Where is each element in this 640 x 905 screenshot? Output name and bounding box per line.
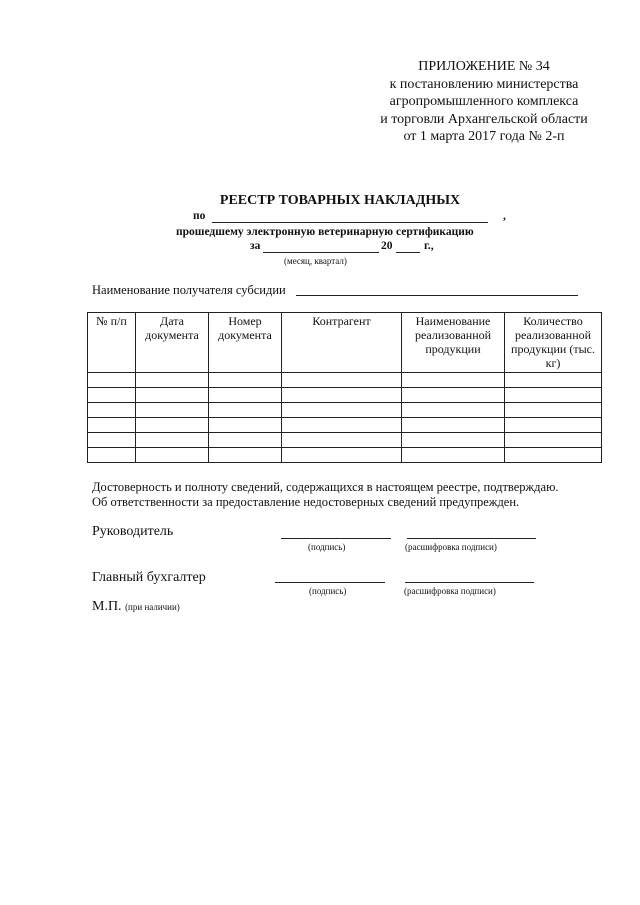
- accountant-decode-hint: (расшифровка подписи): [404, 586, 496, 596]
- table-row: [88, 418, 602, 433]
- accountant-sign-hint: (подпись): [309, 586, 347, 596]
- head-decode-line[interactable]: [407, 538, 536, 539]
- table-cell[interactable]: [505, 433, 602, 448]
- recipient-blank-line[interactable]: [296, 295, 578, 296]
- by-prefix: по: [193, 210, 206, 222]
- certification-line: прошедшему электронную ветеринарную сертификацию: [176, 226, 474, 238]
- by-blank-line[interactable]: [212, 222, 488, 223]
- confirmation-text: [92, 480, 559, 510]
- table-cell[interactable]: [402, 433, 505, 448]
- table-cell[interactable]: [402, 373, 505, 388]
- accountant-decode-line[interactable]: [405, 582, 534, 583]
- table-row: [88, 433, 602, 448]
- table-row: [88, 403, 602, 418]
- table-cell[interactable]: [209, 433, 282, 448]
- table-cell[interactable]: [88, 403, 136, 418]
- appendix-line: агропромышленного комплекса: [389, 94, 579, 109]
- table-cell[interactable]: [136, 418, 209, 433]
- table-cell[interactable]: [282, 418, 402, 433]
- year-blank-line[interactable]: [396, 252, 420, 253]
- table-cell[interactable]: [136, 433, 209, 448]
- table-cell[interactable]: [505, 373, 602, 388]
- column-header-quantity: Количество реализованной продукции (тыс. кг): [505, 313, 602, 373]
- registry-table: [87, 312, 602, 463]
- table-cell[interactable]: [209, 373, 282, 388]
- table-cell[interactable]: [136, 388, 209, 403]
- stamp-label: М.П.: [92, 599, 122, 614]
- year-suffix: г.,: [424, 240, 434, 252]
- table-cell[interactable]: [88, 448, 136, 463]
- stamp-hint: (при наличии): [125, 602, 180, 612]
- table-cell[interactable]: [209, 418, 282, 433]
- appendix-line: и торговли Архангельской области: [380, 111, 588, 127]
- table-cell[interactable]: [282, 448, 402, 463]
- column-header-date: Дата документа: [136, 313, 209, 373]
- table-cell[interactable]: [282, 433, 402, 448]
- table-cell[interactable]: [402, 388, 505, 403]
- table-cell[interactable]: [88, 373, 136, 388]
- table-cell[interactable]: [209, 388, 282, 403]
- table-cell[interactable]: [505, 418, 602, 433]
- period-prefix: за: [250, 240, 261, 252]
- table-cell[interactable]: [136, 448, 209, 463]
- table-row: [88, 448, 602, 463]
- stamp-block: [92, 599, 180, 615]
- head-label: Руководитель: [92, 524, 174, 539]
- document-title: РЕЕСТР ТОВАРНЫХ НАКЛАДНЫХ: [219, 193, 461, 208]
- table-row: [88, 373, 602, 388]
- table-cell[interactable]: [282, 388, 402, 403]
- table-cell[interactable]: [136, 373, 209, 388]
- appendix-line: ПРИЛОЖЕНИЕ № 34: [418, 59, 550, 74]
- appendix-line: от 1 марта 2017 года № 2-п: [403, 129, 565, 144]
- table-cell[interactable]: [88, 433, 136, 448]
- table-cell[interactable]: [282, 373, 402, 388]
- table-cell[interactable]: [402, 418, 505, 433]
- head-decode-hint: (расшифровка подписи): [405, 542, 497, 552]
- column-header-doc-number: Номер документа: [209, 313, 282, 373]
- table-header-row: [88, 313, 602, 373]
- appendix-block: [352, 58, 616, 146]
- table-cell[interactable]: [505, 403, 602, 418]
- recipient-label: Наименование получателя субсидии: [92, 283, 286, 297]
- table-cell[interactable]: [88, 388, 136, 403]
- confirmation-line: Об ответственности за предоставление недостоверных сведений предупрежден.: [92, 495, 520, 509]
- table-cell[interactable]: [88, 418, 136, 433]
- column-header-number: № п/п: [88, 313, 136, 373]
- column-header-product-name: Наименование реализованной продукции: [402, 313, 505, 373]
- table-cell[interactable]: [402, 403, 505, 418]
- accountant-signature-line[interactable]: [275, 582, 385, 583]
- table-cell[interactable]: [136, 403, 209, 418]
- head-signature-line[interactable]: [281, 538, 391, 539]
- period-hint: (месяц, квартал): [284, 256, 347, 266]
- accountant-label: Главный бухгалтер: [92, 570, 206, 585]
- table-cell[interactable]: [282, 403, 402, 418]
- table-cell[interactable]: [209, 403, 282, 418]
- by-suffix: ,: [503, 210, 506, 222]
- confirmation-line: Достоверность и полноту сведений, содержащихся в настоящем реестре, подтверждаю.: [92, 480, 559, 494]
- table-cell[interactable]: [402, 448, 505, 463]
- table-cell[interactable]: [209, 448, 282, 463]
- table-row: [88, 388, 602, 403]
- head-sign-hint: (подпись): [308, 542, 346, 552]
- table-cell[interactable]: [505, 388, 602, 403]
- appendix-line: к постановлению министерства: [389, 76, 579, 92]
- table-cell[interactable]: [505, 448, 602, 463]
- column-header-counterparty: Контрагент: [282, 313, 402, 373]
- year-prefix: 20: [381, 240, 393, 252]
- period-blank-line[interactable]: [263, 252, 379, 253]
